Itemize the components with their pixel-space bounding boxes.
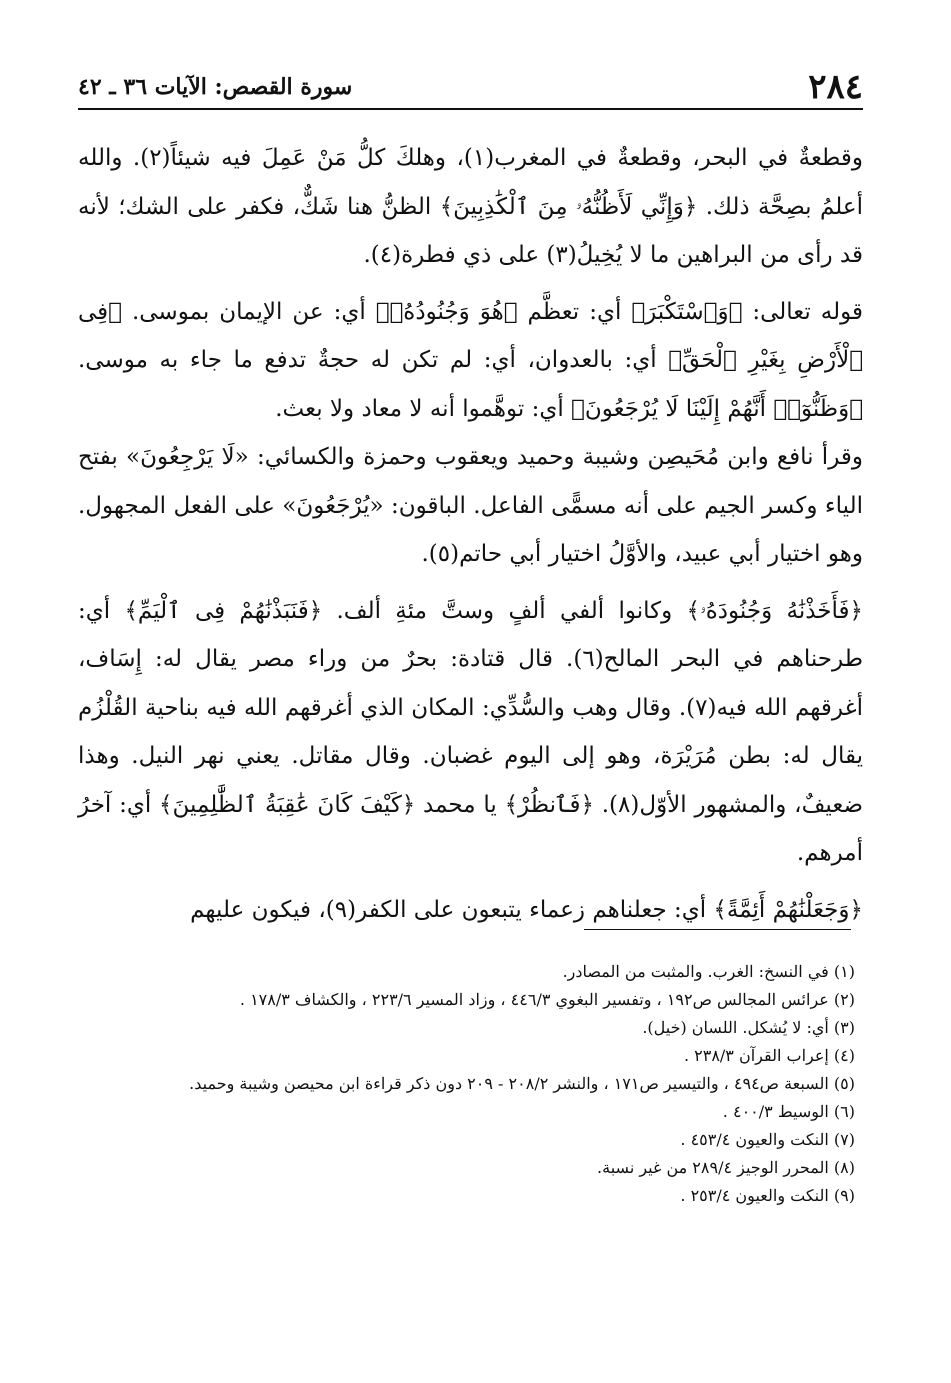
footnotes bbox=[78, 958, 855, 1210]
footnote: (٣) أي: لا يُشكل. اللسان (خيل). bbox=[642, 1018, 855, 1037]
main-text bbox=[78, 134, 863, 942]
footnote: (٢) عرائس المجالس ص١٩٢ ، وتفسير البغوي ٤٤٦/٣ ، وزاد المسير ٢٢٣/٦ ، والكشاف ١٧٨/٣ . bbox=[239, 990, 855, 1009]
paragraph: ﴿فَأَخَذْنَٰهُ وَجُنُودَهُۥ﴾ وكانوا ألفي ألفٍ وستَّ مئةِ ألف. ﴿فَنَبَذْنَٰهُمْ فِى ٱلْيَمِّ﴾ أي: طرحناهم في البحر المالح(٦). قال قتادة: بحرٌ من وراء مصر يقال له: إِسَاف، أغرقهم الله فيه(٧). وقال وهب والسُّدِّي: المكان الذي أغرقهم الله فيه بناحية القُلْزُم يقال له: بطن مُرَيْرَة، وهو إلى اليوم غضبان. وقال مقاتل. يعني نهر النيل. وهذا ضعيفٌ، والمشهور الأوّل(٨). ﴿فَٱنظُرْ﴾ يا محمد ﴿كَيْفَ كَانَ عَٰقِبَةُ ٱلظَّٰلِمِينَ﴾ أي: آخرُ أمرهم. bbox=[78, 597, 863, 866]
footnote-separator bbox=[584, 929, 851, 930]
footnote: (٨) المحرر الوجيز ٢٨٩/٤ من غير نسبة. bbox=[597, 1158, 855, 1177]
paragraph: قوله تعالى: ﴿وَٱسْتَكْبَرَ﴾ أي: تعظَّم ﴿هُوَ وَجُنُودُهُۥ﴾ أي: عن الإيمان بموسى. ﴿فِى ٱلْأَرْضِ بِغَيْرِ ٱلْحَقِّ﴾ أي: بالعدوان، أي: لم تكن له حجةٌ تدفع ما جاء به موسى. ﴿وَظَنُّوٓا۟ أَنَّهُمْ إِلَيْنَا لَا يُرْجَعُونَ﴾ أي: توهَّموا أنه لا معاد ولا بعث. bbox=[78, 298, 863, 422]
page-number: ٢٨٤ bbox=[808, 67, 863, 107]
paragraph: ﴿وَجَعَلْنَٰهُمْ أَئِمَّةً﴾ أي: جعلناهم زعماء يتبعون على الكفر(٩)، فيكون عليهم bbox=[190, 896, 863, 923]
paragraph: وقرأ نافع وابن مُحَيصِن وشيبة وحميد ويعقوب وحمزة والكسائي: «لَا يَرْجِعُونَ» بفتح الياء وكسر الجيم على أنه مسمًّى الفاعل. الباقون: «يُرْجَعُونَ» على الفعل المجهول. وهو اختيار أبي عبيد، والأوَّلُ اختيار أبي حاتم(٥). bbox=[78, 444, 863, 567]
page-header bbox=[78, 62, 863, 110]
footnote: (٧) النكت والعيون ٤٥٣/٤ . bbox=[680, 1130, 855, 1149]
footnote: (١) في النسخ: الغرب. والمثبت من المصادر. bbox=[562, 962, 855, 981]
footnote: (٥) السبعة ص٤٩٤ ، والتيسير ص١٧١ ، والنشر ٢٠٨/٢ - ٢٠٩ دون ذكر قراءة ابن محيصن وشيبة وحميد. bbox=[189, 1074, 855, 1093]
running-title: سورة القصص: الآيات ٣٦ ـ ٤٢ bbox=[78, 74, 353, 100]
footnote: (٤) إعراب القرآن ٢٣٨/٣ . bbox=[683, 1046, 855, 1065]
footnote: (٦) الوسيط ٤٠٠/٣ . bbox=[722, 1102, 855, 1121]
paragraph: وقطعةٌ في البحر، وقطعةٌ في المغرب(١)، وهلكَ كلُّ مَنْ عَمِلَ فيه شيئاً(٢). والله أعلمُ بصِحَّة ذلك. ﴿وَإِنِّي لَأَظُنُّهُۥ مِنَ ٱلْكَٰذِبِينَ﴾ الظنُّ هنا شَكٌّ، فكفر على الشك؛ لأنه قد رأى من البراهين ما لا يُخِيلُ(٣) على ذي فطرة(٤). bbox=[78, 145, 864, 268]
footnote: (٩) النكت والعيون ٢٥٣/٤ . bbox=[680, 1186, 855, 1205]
